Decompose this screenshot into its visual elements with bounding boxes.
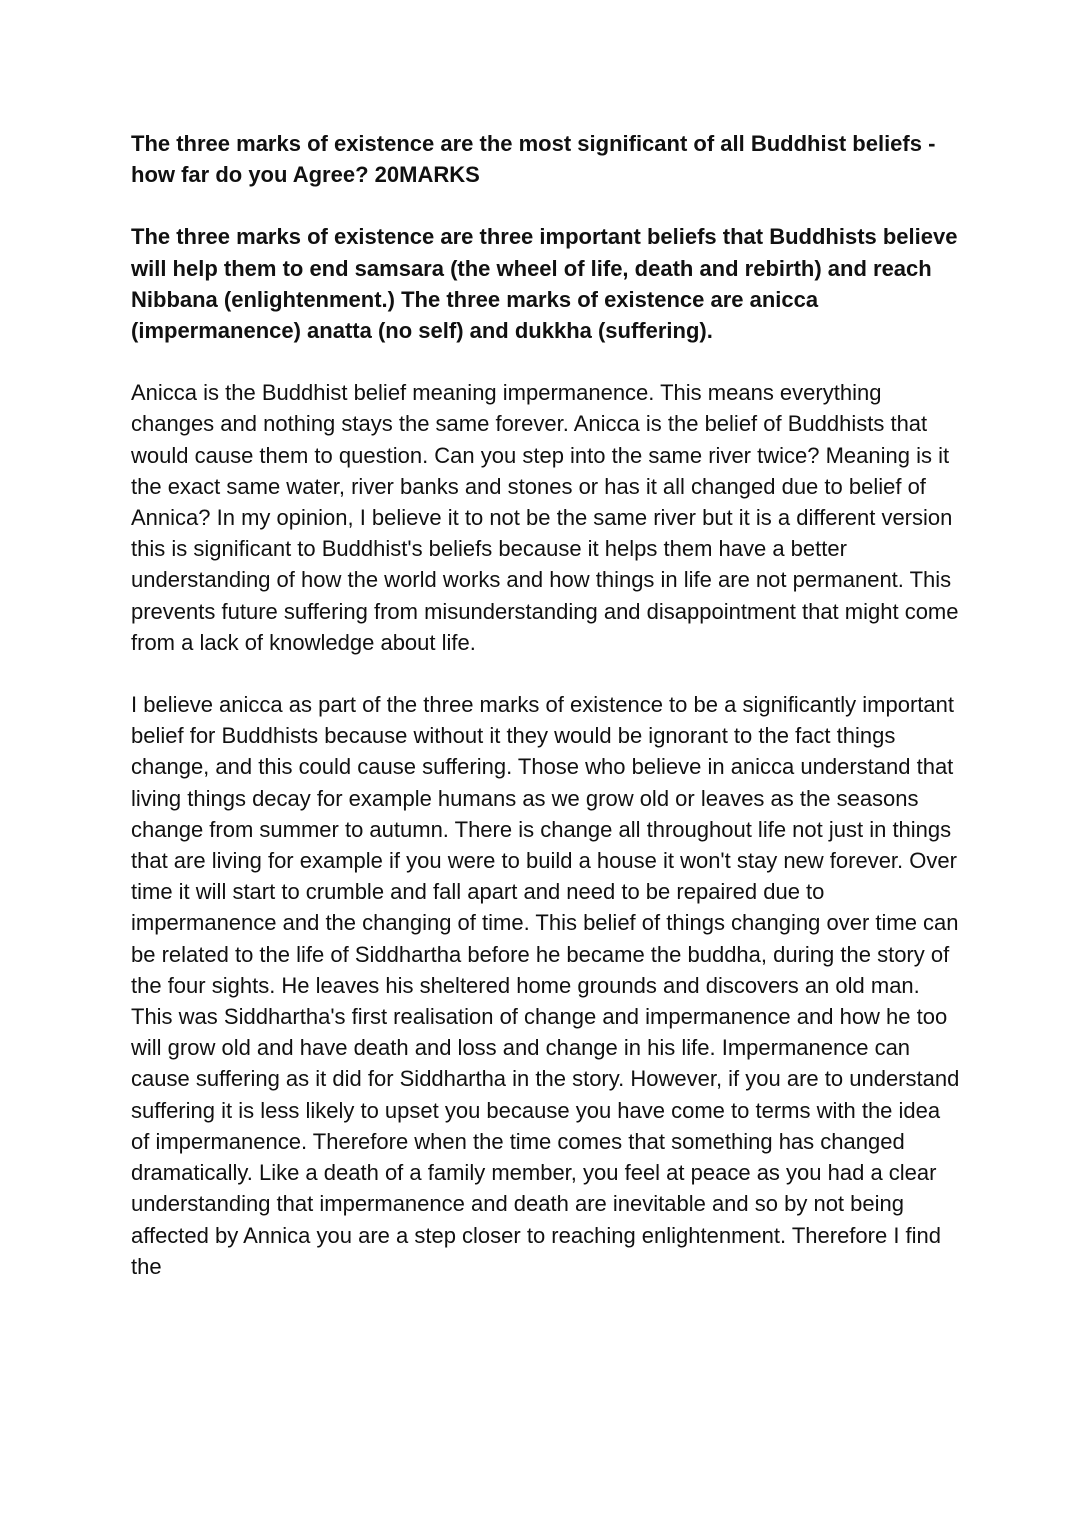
body-paragraph-anicca-definition: Anicca is the Buddhist belief meaning impermanence. This means everything changes and nothing stays the same forever. Anicca is the belief of Buddhists that would cause them to question. Can you step into the same river twice? Meaning is it the exact same water, river banks and stones or has it all changed due to belief of Annica? In my opinion, I believe it to not be the same river but it is a different version this is significant to Buddhist's beliefs because it helps them have a better understanding of how the world works and how things in life are not permanent. This prevents future suffering from misunderstanding and disappointment that might come from a lack of knowledge about life. bbox=[131, 380, 959, 655]
essay-question-heading: The three marks of existence are the most significant of all Buddhist beliefs - how far do you Agree? 20MARKS bbox=[131, 131, 936, 188]
intro-paragraph: The three marks of existence are three important beliefs that Buddhists believe will help them to end samsara (the wheel of life, death and rebirth) and reach Nibbana (enlightenment.) The three marks of existence are anicca (impermanence) anatta (no self) and dukkha (suffering). bbox=[131, 224, 958, 344]
document-body bbox=[131, 128, 961, 1282]
body-paragraph-anicca-significance: I believe anicca as part of the three marks of existence to be a significantly important belief for Buddhists because without it they would be ignorant to the fact things change, and this could cause suffering. Those who believe in anicca understand that living things decay for example humans as we grow old or leaves as the seasons change from summer to autumn. There is change all throughout life not just in things that are living for example if you were to build a house it won't stay new forever. Over time it will start to crumble and fall apart and need to be repaired due to impermanence and the changing of time. This belief of things changing over time can be related to the life of Siddhartha before he became the buddha, during the story of the four sights. He leaves his sheltered home grounds and discovers an old man. This was Siddhartha's first realisation of change and impermanence and how he too will grow old and have death and loss and change in his life. Impermanence can cause suffering as it did for Siddhartha in the story. However, if you are to understand suffering it is less likely to upset you because you have come to terms with the idea of impermanence. Therefore when the time comes that something has changed dramatically. Like a death of a family member, you feel at peace as you had a clear understanding that impermanence and death are inevitable and so by not being affected by Annica you are a step closer to reaching enlightenment. Therefore I find the bbox=[131, 692, 960, 1279]
